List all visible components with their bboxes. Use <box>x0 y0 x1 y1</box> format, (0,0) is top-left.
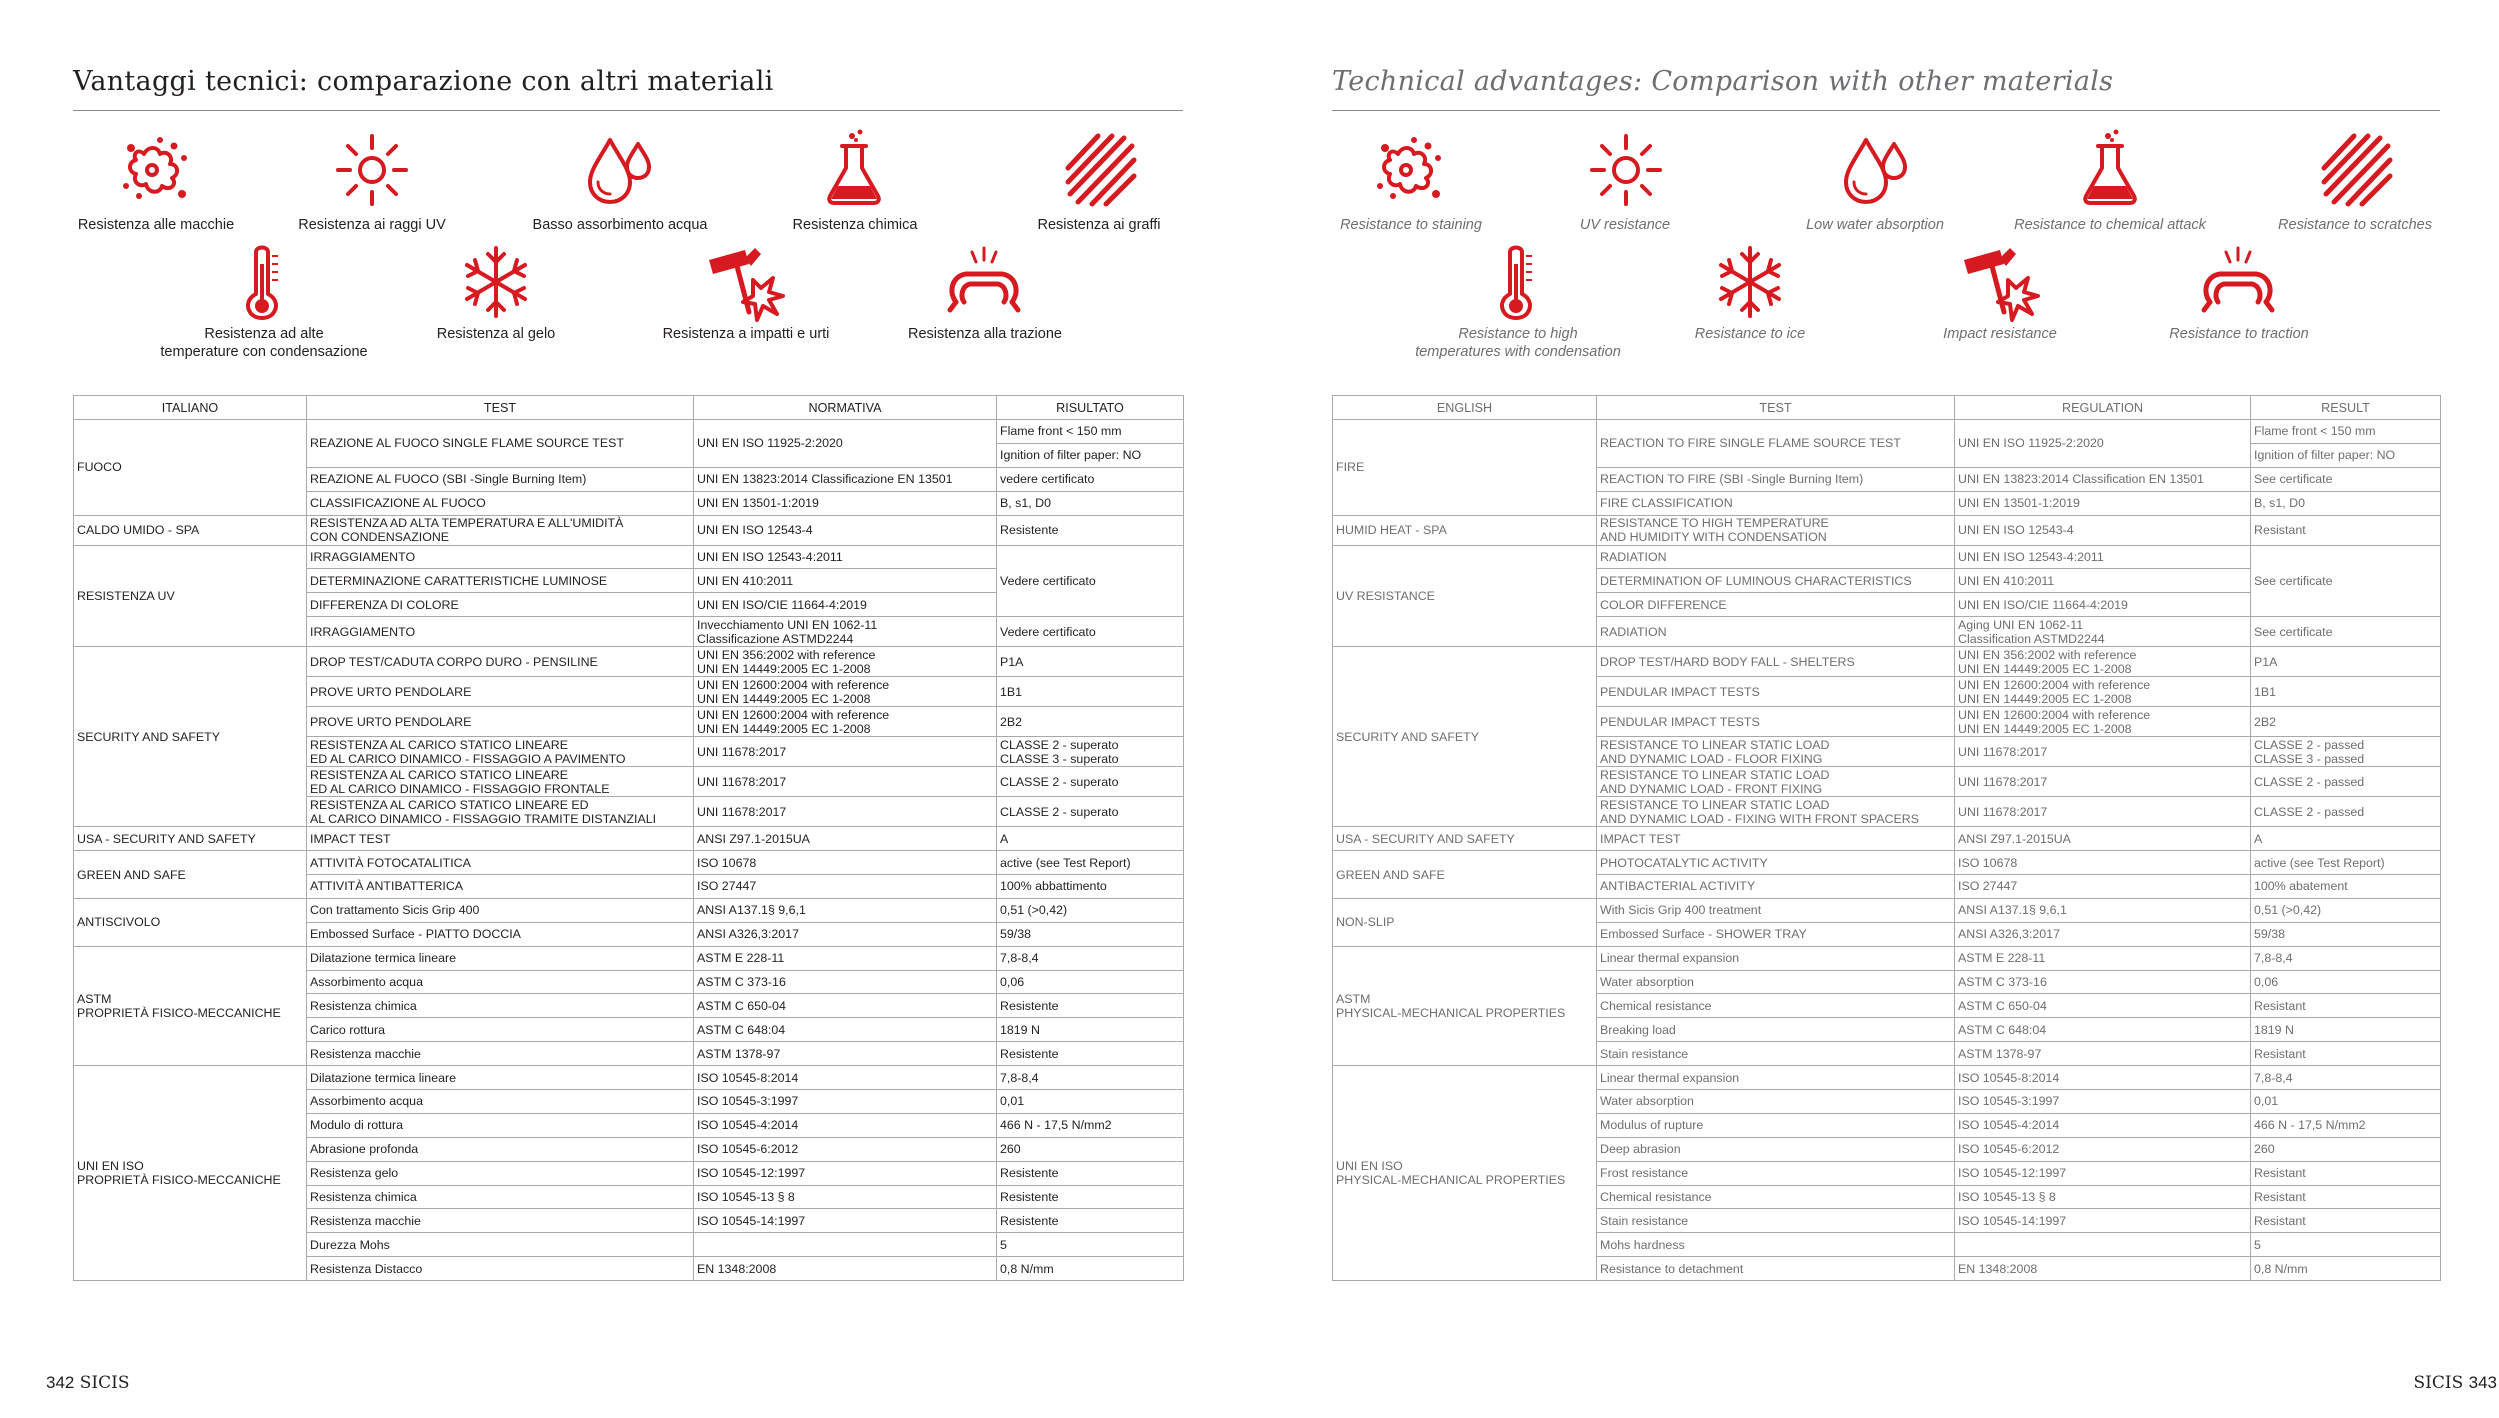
standard-cell: ASTM 1378-97 <box>694 1042 997 1066</box>
result-cell: 5 <box>2251 1233 2441 1257</box>
test-cell: RESISTENZA AL CARICO STATICO LINEARE ED AL CARICO DINAMICO - FISSAGGIO FRONTALE <box>307 767 694 797</box>
table-row <box>74 647 1184 677</box>
result-cell: Resistant <box>2251 1042 2441 1066</box>
test-cell: IMPACT TEST <box>1597 827 1955 851</box>
standard-cell: UNI EN 356:2002 with reference UNI EN 14449:2005 EC 1-2008 <box>1955 647 2251 677</box>
result-cell: Resistant <box>2251 515 2441 545</box>
standard-cell: ANSI A137.1§ 9,6,1 <box>694 898 997 922</box>
test-cell: IRRAGGIAMENTO <box>307 617 694 647</box>
result-cell: Flame front < 150 mm <box>2251 420 2441 444</box>
standard-cell: UNI EN 12600:2004 with reference UNI EN 14449:2005 EC 1-2008 <box>694 677 997 707</box>
standard-cell: UNI EN 410:2011 <box>694 569 997 593</box>
test-cell: ANTIBACTERIAL ACTIVITY <box>1597 875 1955 899</box>
test-cell: Mohs hardness <box>1597 1233 1955 1257</box>
result-cell: 7,8-8,4 <box>2251 1066 2441 1090</box>
icon-label: Resistance to ice <box>1694 326 1806 342</box>
table-row <box>74 946 1184 970</box>
standard-cell: UNI 11678:2017 <box>694 797 997 827</box>
result-cell: CLASSE 2 - superato CLASSE 3 - superato <box>997 737 1184 767</box>
result-cell: 7,8-8,4 <box>997 946 1184 970</box>
result-cell: 59/38 <box>2251 922 2441 946</box>
result-cell: 260 <box>2251 1137 2441 1161</box>
standard-cell: EN 1348:2008 <box>1955 1257 2251 1281</box>
test-cell: With Sicis Grip 400 treatment <box>1597 898 1955 922</box>
test-cell: Dilatazione termica lineare <box>307 1066 694 1090</box>
standard-cell: UNI EN ISO 12543-4:2011 <box>1955 545 2251 569</box>
test-cell: Embossed Surface - SHOWER TRAY <box>1597 922 1955 946</box>
test-cell: Dilatazione termica lineare <box>307 946 694 970</box>
result-cell: active (see Test Report) <box>997 851 1184 875</box>
page-title: Technical advantages: Comparison with other materials <box>1332 66 2114 97</box>
icon-label: Resistance to scratches <box>2278 217 2432 233</box>
icon-label: Resistenza alla trazione <box>908 326 1062 342</box>
result-cell: See certificate <box>2251 545 2441 617</box>
test-cell: RESISTANCE TO HIGH TEMPERATURE AND HUMIDITY WITH CONDENSATION <box>1597 515 1955 545</box>
standard-cell: ASTM C 373-16 <box>694 970 997 994</box>
icon-label: UV resistance <box>1579 217 1671 233</box>
test-cell: DROP TEST/CADUTA CORPO DURO - PENSILINE <box>307 647 694 677</box>
result-cell: Resistente <box>997 1161 1184 1185</box>
standard-cell: UNI EN 13501-1:2019 <box>1955 491 2251 515</box>
test-cell: Deep abrasion <box>1597 1137 1955 1161</box>
result-cell: 1B1 <box>2251 677 2441 707</box>
page-footer <box>2413 1373 2497 1393</box>
brand-name: SICIS <box>2413 1373 2464 1393</box>
standard-cell: UNI EN 13823:2014 Classification EN 13501 <box>1955 467 2251 491</box>
result-cell: B, s1, D0 <box>2251 491 2441 515</box>
flask-icon <box>2068 128 2152 212</box>
result-cell: Resistente <box>997 515 1184 545</box>
table-header-row <box>1333 396 2441 420</box>
title-divider <box>73 110 1183 111</box>
standard-cell: ASTM E 228-11 <box>694 946 997 970</box>
page-title: Vantaggi tecnici: comparazione con altri materiali <box>73 66 774 97</box>
result-cell: Resistant <box>2251 994 2441 1018</box>
standard-cell: ISO 10545-13 § 8 <box>1955 1185 2251 1209</box>
test-cell: Assorbimento acqua <box>307 1090 694 1114</box>
standard-cell: UNI EN ISO 12543-4 <box>694 515 997 545</box>
standard-cell: ISO 10545-4:2014 <box>1955 1113 2251 1137</box>
standard-cell: UNI EN 410:2011 <box>1955 569 2251 593</box>
test-cell: Breaking load <box>1597 1018 1955 1042</box>
scratch-icon <box>1058 128 1142 212</box>
result-cell: Resistente <box>997 1185 1184 1209</box>
standard-cell: ASTM C 650-04 <box>694 994 997 1018</box>
standard-cell: ISO 10545-4:2014 <box>694 1113 997 1137</box>
test-cell: RESISTENZA AL CARICO STATICO LINEARE ED AL CARICO DINAMICO - FISSAGGIO TRAMITE DISTANZIALI <box>307 797 694 827</box>
standard-cell: ISO 10545-3:1997 <box>694 1090 997 1114</box>
standard-cell: ASTM C 650-04 <box>1955 994 2251 1018</box>
icon-label: Resistance to chemical attack <box>2014 217 2206 233</box>
standard-cell: ISO 10678 <box>694 851 997 875</box>
result-cell: 0,01 <box>2251 1090 2441 1114</box>
test-cell: FIRE CLASSIFICATION <box>1597 491 1955 515</box>
sun-icon <box>330 128 414 212</box>
column-header: TEST <box>1597 396 1955 420</box>
title-divider <box>1332 110 2440 111</box>
traction-icon <box>2196 240 2280 324</box>
standard-cell: UNI 11678:2017 <box>1955 767 2251 797</box>
icon-label: Resistenza alle macchie <box>77 217 235 233</box>
test-cell: Linear thermal expansion <box>1597 1066 1955 1090</box>
category-cell: SECURITY AND SAFETY <box>74 647 307 827</box>
icon-label: Resistenza ai raggi UV <box>298 217 446 233</box>
category-cell: UNI EN ISO PROPRIETÀ FISICO-MECCANICHE <box>74 1066 307 1281</box>
table-row <box>74 545 1184 569</box>
standard-cell: UNI EN 12600:2004 with reference UNI EN 14449:2005 EC 1-2008 <box>694 707 997 737</box>
test-cell: Resistenza gelo <box>307 1161 694 1185</box>
result-cell: CLASSE 2 - passed <box>2251 767 2441 797</box>
test-cell: Frost resistance <box>1597 1161 1955 1185</box>
table-row <box>74 898 1184 922</box>
category-cell: CALDO UMIDO - SPA <box>74 515 307 545</box>
standard-cell: ANSI A326,3:2017 <box>1955 922 2251 946</box>
icon-label: Resistenza ai graffi <box>1037 217 1161 233</box>
result-cell: 0,06 <box>2251 970 2441 994</box>
category-cell: ANTISCIVOLO <box>74 898 307 946</box>
standard-cell: ISO 10545-3:1997 <box>1955 1090 2251 1114</box>
test-cell: Modulo di rottura <box>307 1113 694 1137</box>
standard-cell: UNI EN 13501-1:2019 <box>694 491 997 515</box>
column-header: NORMATIVA <box>694 396 997 420</box>
test-cell: COLOR DIFFERENCE <box>1597 593 1955 617</box>
result-cell: Resistant <box>2251 1209 2441 1233</box>
result-cell: 466 N - 17,5 N/mm2 <box>2251 1113 2441 1137</box>
table-row <box>1333 420 2441 444</box>
icon-label: Resistenza ad alte temperature con condensazione <box>160 326 368 360</box>
standard-cell: UNI EN ISO/CIE 11664-4:2019 <box>1955 593 2251 617</box>
standard-cell: ISO 27447 <box>694 875 997 899</box>
standard-cell: ISO 10545-12:1997 <box>694 1161 997 1185</box>
category-cell: GREEN AND SAFE <box>74 851 307 899</box>
test-cell: PROVE URTO PENDOLARE <box>307 677 694 707</box>
page-right <box>1250 0 2499 1418</box>
test-cell: Linear thermal expansion <box>1597 946 1955 970</box>
icon-label: Resistenza a impatti e urti <box>662 326 830 342</box>
thermometer-icon <box>1476 240 1560 324</box>
standard-cell: ASTM C 648:04 <box>1955 1018 2251 1042</box>
test-cell: CLASSIFICAZIONE AL FUOCO <box>307 491 694 515</box>
result-cell: CLASSE 2 - passed <box>2251 797 2441 827</box>
test-cell: Chemical resistance <box>1597 994 1955 1018</box>
test-cell: Abrasione profonda <box>307 1137 694 1161</box>
result-cell: 2B2 <box>2251 707 2441 737</box>
result-cell: 0,8 N/mm <box>997 1257 1184 1281</box>
table-row <box>1333 827 2441 851</box>
flask-icon <box>812 128 896 212</box>
result-cell: 0,51 (>0,42) <box>997 898 1184 922</box>
result-cell: Flame front < 150 mm <box>997 420 1184 444</box>
standard-cell: EN 1348:2008 <box>694 1257 997 1281</box>
result-cell: 466 N - 17,5 N/mm2 <box>997 1113 1184 1137</box>
category-cell: HUMID HEAT - SPA <box>1333 515 1597 545</box>
standard-cell: UNI 11678:2017 <box>694 737 997 767</box>
column-header: REGULATION <box>1955 396 2251 420</box>
standard-cell: UNI EN 12600:2004 with reference UNI EN 14449:2005 EC 1-2008 <box>1955 677 2251 707</box>
standard-cell: ISO 10545-14:1997 <box>1955 1209 2251 1233</box>
table-row <box>74 1066 1184 1090</box>
snowflake-icon <box>1708 240 1792 324</box>
table-header-row <box>74 396 1184 420</box>
icon-label: Resistance to traction <box>2169 326 2309 342</box>
result-cell: Ignition of filter paper: NO <box>2251 443 2441 467</box>
result-cell: Ignition of filter paper: NO <box>997 443 1184 467</box>
standard-cell: ISO 10545-8:2014 <box>1955 1066 2251 1090</box>
water-drops-icon <box>578 128 662 212</box>
result-cell: 2B2 <box>997 707 1184 737</box>
category-cell: ASTM PHYSICAL-MECHANICAL PROPERTIES <box>1333 946 1597 1065</box>
standard-cell: UNI EN 356:2002 with reference UNI EN 14449:2005 EC 1-2008 <box>694 647 997 677</box>
test-cell: PENDULAR IMPACT TESTS <box>1597 677 1955 707</box>
result-cell: 0,06 <box>997 970 1184 994</box>
category-cell: USA - SECURITY AND SAFETY <box>74 827 307 851</box>
result-cell: CLASSE 2 - passed CLASSE 3 - passed <box>2251 737 2441 767</box>
column-header: TEST <box>307 396 694 420</box>
category-cell: USA - SECURITY AND SAFETY <box>1333 827 1597 851</box>
thermometer-icon <box>222 240 306 324</box>
standard-cell: UNI 11678:2017 <box>1955 737 2251 767</box>
column-header: ENGLISH <box>1333 396 1597 420</box>
category-cell: NON-SLIP <box>1333 898 1597 946</box>
result-cell: P1A <box>997 647 1184 677</box>
result-cell: See certificate <box>2251 467 2441 491</box>
test-cell: Chemical resistance <box>1597 1185 1955 1209</box>
test-cell: Water absorption <box>1597 1090 1955 1114</box>
test-cell: Carico rottura <box>307 1018 694 1042</box>
result-cell: Vedere certificato <box>997 617 1184 647</box>
result-cell: CLASSE 2 - superato <box>997 797 1184 827</box>
water-drops-icon <box>1834 128 1918 212</box>
stain-splash-icon <box>1368 128 1452 212</box>
test-cell: ATTIVITÀ FOTOCATALITICA <box>307 851 694 875</box>
table-row <box>74 827 1184 851</box>
standard-cell: ASTM E 228-11 <box>1955 946 2251 970</box>
category-cell: FIRE <box>1333 420 1597 516</box>
result-cell: B, s1, D0 <box>997 491 1184 515</box>
result-cell: 1819 N <box>2251 1018 2441 1042</box>
specs-table <box>1332 395 2441 1281</box>
table-row <box>1333 515 2441 545</box>
result-cell: P1A <box>2251 647 2441 677</box>
result-cell: A <box>2251 827 2441 851</box>
standard-cell: ISO 10545-13 § 8 <box>694 1185 997 1209</box>
sun-icon <box>1584 128 1668 212</box>
test-cell: Resistance to detachment <box>1597 1257 1955 1281</box>
test-cell: ATTIVITÀ ANTIBATTERICA <box>307 875 694 899</box>
test-cell: Resistenza Distacco <box>307 1257 694 1281</box>
standard-cell: ISO 10545-14:1997 <box>694 1209 997 1233</box>
standard-cell: UNI EN ISO/CIE 11664-4:2019 <box>694 593 997 617</box>
icon-label: Resistenza al gelo <box>436 326 556 342</box>
column-header: RISULTATO <box>997 396 1184 420</box>
stain-splash-icon <box>114 128 198 212</box>
result-cell: A <box>997 827 1184 851</box>
result-cell: 100% abbattimento <box>997 875 1184 899</box>
page-number: 343 <box>2468 1373 2497 1392</box>
result-cell: 5 <box>997 1233 1184 1257</box>
table-row <box>1333 545 2441 569</box>
standard-cell: ISO 10545-12:1997 <box>1955 1161 2251 1185</box>
standard-cell: ISO 10545-8:2014 <box>694 1066 997 1090</box>
page-footer <box>46 1373 130 1393</box>
table-row <box>1333 1066 2441 1090</box>
test-cell: RESISTENZA AL CARICO STATICO LINEARE ED AL CARICO DINAMICO - FISSAGGIO A PAVIMENTO <box>307 737 694 767</box>
category-cell: FUOCO <box>74 420 307 516</box>
standard-cell: ISO 10545-6:2012 <box>694 1137 997 1161</box>
test-cell: Resistenza macchie <box>307 1209 694 1233</box>
result-cell: Resistente <box>997 1042 1184 1066</box>
test-cell: IRRAGGIAMENTO <box>307 545 694 569</box>
column-header: ITALIANO <box>74 396 307 420</box>
category-cell: GREEN AND SAFE <box>1333 851 1597 899</box>
standard-cell: UNI EN 13823:2014 Classificazione EN 13501 <box>694 467 997 491</box>
page-left <box>0 0 1249 1418</box>
test-cell: REACTION TO FIRE SINGLE FLAME SOURCE TEST <box>1597 420 1955 468</box>
result-cell: 7,8-8,4 <box>997 1066 1184 1090</box>
icon-label: Resistenza chimica <box>792 217 918 233</box>
specs-table <box>73 395 1184 1281</box>
table-row <box>1333 946 2441 970</box>
result-cell: 1B1 <box>997 677 1184 707</box>
standard-cell: Aging UNI EN 1062-11 Classification ASTMD2244 <box>1955 617 2251 647</box>
category-cell: UV RESISTANCE <box>1333 545 1597 647</box>
standard-cell: UNI 11678:2017 <box>694 767 997 797</box>
test-cell: DIFFERENZA DI COLORE <box>307 593 694 617</box>
category-cell: RESISTENZA UV <box>74 545 307 647</box>
standard-cell: Invecchiamento UNI EN 1062-11 Classificazione ASTMD2244 <box>694 617 997 647</box>
table-row <box>1333 647 2441 677</box>
standard-cell: ASTM C 373-16 <box>1955 970 2251 994</box>
test-cell: RESISTANCE TO LINEAR STATIC LOAD AND DYNAMIC LOAD - FLOOR FIXING <box>1597 737 1955 767</box>
icon-label: Impact resistance <box>1943 326 2057 342</box>
table-row <box>74 851 1184 875</box>
standard-cell: ISO 10545-6:2012 <box>1955 1137 2251 1161</box>
standard-cell: ANSI Z97.1-2015UA <box>1955 827 2251 851</box>
test-cell: Resistenza chimica <box>307 994 694 1018</box>
page-number: 342 <box>46 1373 75 1392</box>
result-cell: 0,51 (>0,42) <box>2251 898 2441 922</box>
test-cell: REAZIONE AL FUOCO (SBI -Single Burning Item) <box>307 467 694 491</box>
standard-cell: ANSI Z97.1-2015UA <box>694 827 997 851</box>
hammer-impact-icon <box>705 240 789 324</box>
result-cell: Resistente <box>997 994 1184 1018</box>
standard-cell: ANSI A137.1§ 9,6,1 <box>1955 898 2251 922</box>
standard-cell: UNI EN ISO 12543-4 <box>1955 515 2251 545</box>
test-cell: DETERMINATION OF LUMINOUS CHARACTERISTICS <box>1597 569 1955 593</box>
standard-cell: ISO 10678 <box>1955 851 2251 875</box>
standard-cell: ASTM 1378-97 <box>1955 1042 2251 1066</box>
test-cell: DETERMINAZIONE CARATTERISTICHE LUMINOSE <box>307 569 694 593</box>
test-cell: DROP TEST/HARD BODY FALL - SHELTERS <box>1597 647 1955 677</box>
test-cell: Embossed Surface - PIATTO DOCCIA <box>307 922 694 946</box>
result-cell: 0,01 <box>997 1090 1184 1114</box>
test-cell: Durezza Mohs <box>307 1233 694 1257</box>
standard-cell <box>694 1233 997 1257</box>
standard-cell: ANSI A326,3:2017 <box>694 922 997 946</box>
test-cell: PENDULAR IMPACT TESTS <box>1597 707 1955 737</box>
test-cell: RADIATION <box>1597 617 1955 647</box>
result-cell: Resistant <box>2251 1185 2441 1209</box>
test-cell: Modulus of rupture <box>1597 1113 1955 1137</box>
table-row <box>74 515 1184 545</box>
scratch-icon <box>2314 128 2398 212</box>
test-cell: Resistenza chimica <box>307 1185 694 1209</box>
standard-cell: ASTM C 648:04 <box>694 1018 997 1042</box>
standard-cell <box>1955 1233 2251 1257</box>
table-row <box>74 420 1184 444</box>
test-cell: RESISTANCE TO LINEAR STATIC LOAD AND DYNAMIC LOAD - FRONT FIXING <box>1597 767 1955 797</box>
standard-cell: UNI EN ISO 11925-2:2020 <box>1955 420 2251 468</box>
standard-cell: UNI EN 12600:2004 with reference UNI EN 14449:2005 EC 1-2008 <box>1955 707 2251 737</box>
category-cell: UNI EN ISO PHYSICAL-MECHANICAL PROPERTIES <box>1333 1066 1597 1281</box>
category-cell: SECURITY AND SAFETY <box>1333 647 1597 827</box>
table-row <box>1333 851 2441 875</box>
result-cell: 59/38 <box>997 922 1184 946</box>
category-cell: ASTM PROPRIETÀ FISICO-MECCANICHE <box>74 946 307 1065</box>
result-cell: 100% abatement <box>2251 875 2441 899</box>
test-cell: Stain resistance <box>1597 1042 1955 1066</box>
test-cell: Stain resistance <box>1597 1209 1955 1233</box>
result-cell: active (see Test Report) <box>2251 851 2441 875</box>
test-cell: PHOTOCATALYTIC ACTIVITY <box>1597 851 1955 875</box>
test-cell: PROVE URTO PENDOLARE <box>307 707 694 737</box>
test-cell: RESISTANCE TO LINEAR STATIC LOAD AND DYNAMIC LOAD - FIXING WITH FRONT SPACERS <box>1597 797 1955 827</box>
icon-label: Resistance to staining <box>1340 217 1482 233</box>
icon-label: Resistance to high temperatures with condensation <box>1415 326 1621 360</box>
result-cell: vedere certificato <box>997 467 1184 491</box>
result-cell: Resistente <box>997 1209 1184 1233</box>
standard-cell: UNI EN ISO 12543-4:2011 <box>694 545 997 569</box>
test-cell: Resistenza macchie <box>307 1042 694 1066</box>
standard-cell: ISO 27447 <box>1955 875 2251 899</box>
standard-cell: UNI 11678:2017 <box>1955 797 2251 827</box>
result-cell: 1819 N <box>997 1018 1184 1042</box>
hammer-impact-icon <box>1960 240 2044 324</box>
test-cell: Con trattamento Sicis Grip 400 <box>307 898 694 922</box>
test-cell: REAZIONE AL FUOCO SINGLE FLAME SOURCE TEST <box>307 420 694 468</box>
test-cell: RESISTENZA AD ALTA TEMPERATURA E ALL'UMIDITÀ CON CONDENSAZIONE <box>307 515 694 545</box>
test-cell: REACTION TO FIRE (SBI -Single Burning Item) <box>1597 467 1955 491</box>
test-cell: RADIATION <box>1597 545 1955 569</box>
result-cell: Vedere certificato <box>997 545 1184 617</box>
table-row <box>1333 898 2441 922</box>
traction-icon <box>942 240 1026 324</box>
standard-cell: UNI EN ISO 11925-2:2020 <box>694 420 997 468</box>
result-cell: CLASSE 2 - superato <box>997 767 1184 797</box>
brand-name: SICIS <box>79 1373 130 1393</box>
result-cell: Resistant <box>2251 1161 2441 1185</box>
test-cell: IMPACT TEST <box>307 827 694 851</box>
result-cell: 260 <box>997 1137 1184 1161</box>
snowflake-icon <box>454 240 538 324</box>
result-cell: 7,8-8,4 <box>2251 946 2441 970</box>
test-cell: Water absorption <box>1597 970 1955 994</box>
result-cell: 0,8 N/mm <box>2251 1257 2441 1281</box>
result-cell: See certificate <box>2251 617 2441 647</box>
test-cell: Assorbimento acqua <box>307 970 694 994</box>
column-header: RESULT <box>2251 396 2441 420</box>
icon-label: Low water absorption <box>1806 217 1944 233</box>
icon-label: Basso assorbimento acqua <box>532 217 708 233</box>
